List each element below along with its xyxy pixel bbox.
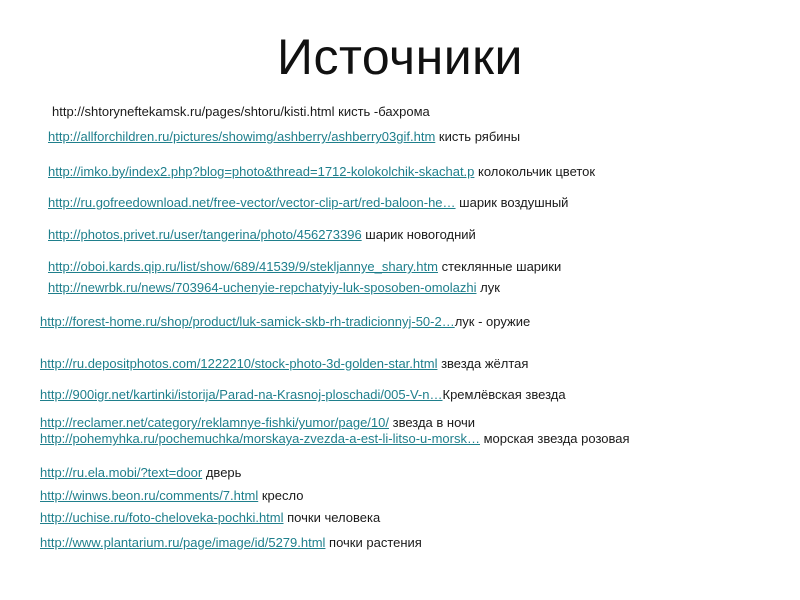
source-description: почки растения	[325, 535, 422, 550]
source-link[interactable]: http://pohemyhka.ru/pochemuchka/morskaya-zvezda-a-est-li-litso-u-morsk…	[40, 431, 480, 446]
source-description: шарик воздушный	[455, 195, 569, 210]
source-item	[40, 431, 690, 447]
source-description: кисть -бахрома	[334, 104, 430, 119]
source-description: лук - оружие	[454, 314, 531, 329]
source-item	[40, 415, 475, 431]
source-item	[40, 314, 610, 330]
source-description: Кремлёвская звезда	[442, 387, 566, 402]
source-item	[52, 104, 430, 120]
source-item	[40, 535, 422, 551]
source-item	[48, 164, 595, 180]
slide-title: Источники	[277, 29, 523, 85]
source-description: стеклянные шарики	[437, 259, 562, 274]
source-link[interactable]: http://ru.ela.mobi/?text=door	[40, 465, 203, 480]
source-item	[40, 465, 241, 481]
source-item	[48, 129, 608, 145]
source-description: морская звезда розовая	[480, 431, 630, 446]
source-item	[48, 195, 568, 211]
source-description: колокольчик цветок	[474, 164, 596, 179]
source-description: лук	[476, 280, 500, 295]
source-description: почки человека	[283, 510, 381, 525]
source-item	[40, 510, 380, 526]
source-link[interactable]: http://www.plantarium.ru/page/image/id/5279.html	[40, 535, 326, 550]
source-item	[40, 356, 528, 372]
source-link[interactable]: http://ru.depositphotos.com/1222210/stock-photo-3d-golden-star.html	[40, 356, 438, 371]
source-link[interactable]: http://uchise.ru/foto-cheloveka-pochki.html	[40, 510, 284, 525]
source-item	[40, 387, 566, 403]
source-link[interactable]: http://oboi.kards.qip.ru/list/show/689/41539/9/stekljannye_shary.htm	[48, 259, 438, 274]
source-description: шарик новогодний	[361, 227, 476, 242]
source-link[interactable]: http://photos.privet.ru/user/tangerina/photo/456273396	[48, 227, 362, 242]
source-plain-url: http://shtoryneftekamsk.ru/pages/shtoru/kisti.html	[52, 104, 335, 119]
source-description: кисть рябины	[435, 129, 521, 144]
source-link[interactable]: http://newrbk.ru/news/703964-uchenyie-repchatyiy-luk-sposoben-omolazhi	[48, 280, 477, 295]
source-description: кресло	[258, 488, 304, 503]
source-item	[48, 280, 578, 296]
source-link[interactable]: http://900igr.net/kartinki/istorija/Parad-na-Krasnoj-ploschadi/005-V-n…	[40, 387, 443, 402]
source-item	[48, 227, 476, 243]
source-link[interactable]: http://imko.by/index2.php?blog=photo&thread=1712-kolokolchik-skachat.p	[48, 164, 475, 179]
source-link[interactable]: http://forest-home.ru/shop/product/luk-samick-skb-rh-tradicionnyj-50-2…	[40, 314, 455, 329]
source-description: звезда жёлтая	[437, 356, 529, 371]
source-link[interactable]: http://reclamer.net/category/reklamnye-fishki/yumor/page/10/	[40, 415, 389, 430]
source-item	[48, 259, 561, 275]
source-description: дверь	[202, 465, 242, 480]
source-link[interactable]: http://winws.beon.ru/comments/7.html	[40, 488, 259, 503]
source-description: звезда в ночи	[389, 415, 476, 430]
source-link[interactable]: http://allforchildren.ru/pictures/showimg/ashberry/ashberry03gif.htm	[48, 129, 436, 144]
source-item	[40, 488, 303, 504]
source-link[interactable]: http://ru.gofreedownload.net/free-vector/vector-clip-art/red-baloon-he…	[48, 195, 456, 210]
